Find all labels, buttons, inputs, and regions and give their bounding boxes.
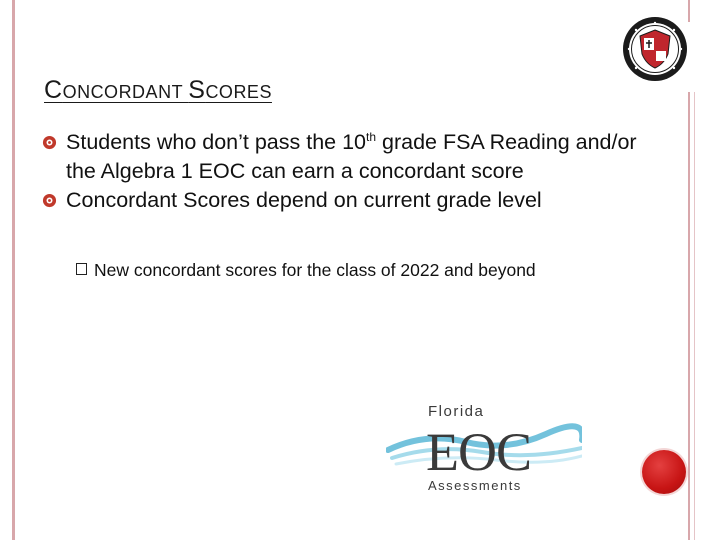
title-rest-2: CORES: [205, 82, 272, 102]
bullet-text-after-sup: grade FSA Reading and/or the Algebra 1 EOC can earn a concordant score: [66, 130, 637, 183]
florida-eoc-logo: [386, 394, 582, 500]
bullet-item: [42, 128, 642, 186]
bullet-text-before-sup: Students who don’t pass the 10: [66, 130, 367, 154]
checkbox-bullet-icon: [76, 263, 87, 275]
slide-title: [44, 76, 272, 105]
title-first-letter-2: S: [188, 76, 206, 104]
bullet-text: Concordant Scores depend on current grade level: [66, 188, 542, 212]
sub-bullet-text: New concordant scores for the class of 2022 and beyond: [94, 260, 536, 280]
logo-main-word: EOC: [426, 422, 531, 482]
slide-frame-right-top: [688, 0, 690, 22]
gear-bullet-icon: [42, 193, 57, 208]
bullet-list: [42, 128, 642, 215]
slide-frame-left: [12, 0, 15, 540]
logo-bottom-word: Assessments: [428, 478, 522, 493]
gear-bullet-icon: [42, 135, 57, 150]
logo-top-word: Florida: [428, 403, 485, 420]
sub-bullet-item: [76, 257, 594, 283]
title-first-letter-1: C: [44, 76, 63, 104]
school-seal-logo: [622, 16, 688, 82]
bullet-item: [42, 186, 642, 215]
title-rest-1: ONCORDANT: [62, 82, 189, 102]
slide-frame-right-inner: [694, 92, 695, 540]
slide-frame-right: [688, 92, 690, 540]
bullet-superscript: th: [366, 129, 377, 144]
red-circle-decoration: [642, 450, 686, 494]
